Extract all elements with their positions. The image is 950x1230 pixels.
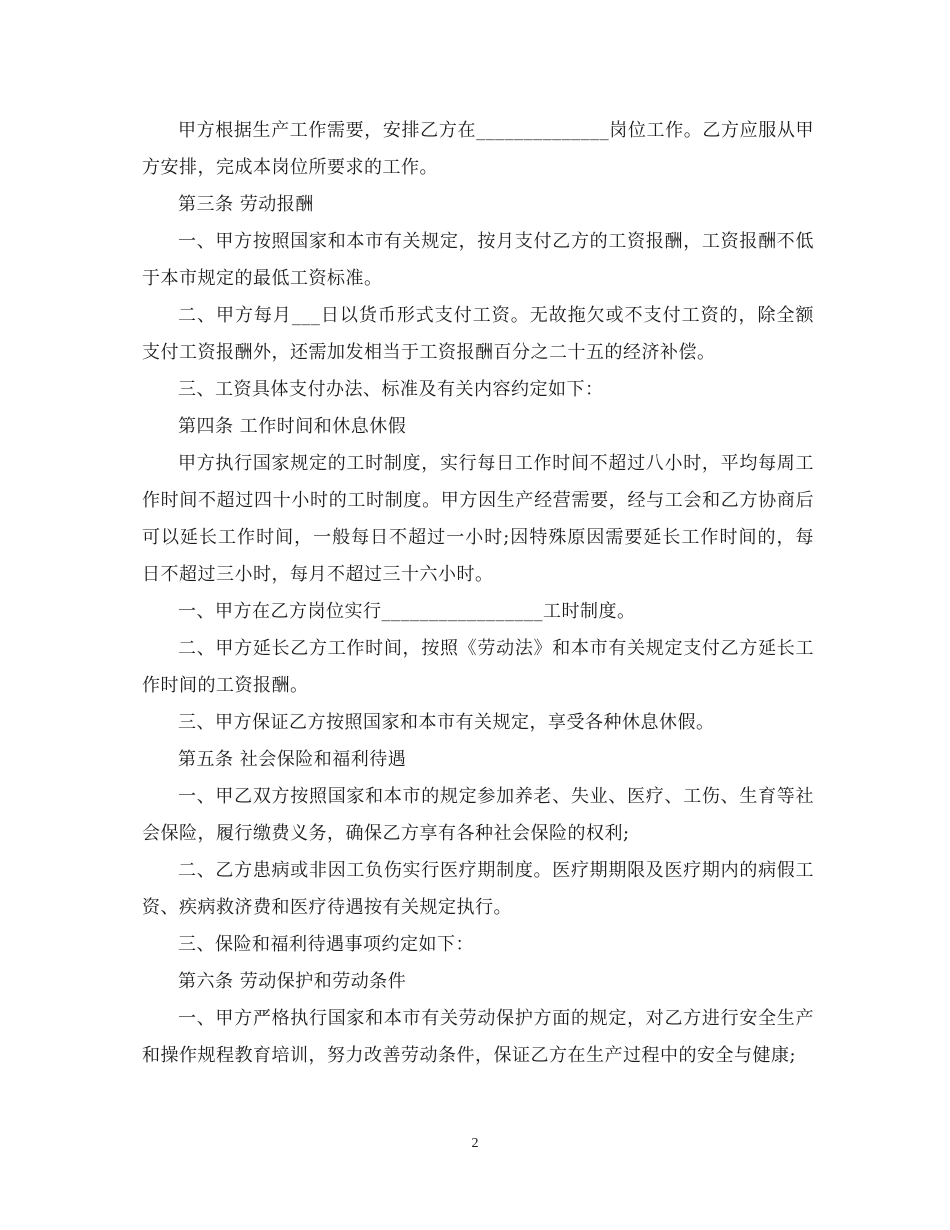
document-body (142, 112, 814, 1074)
paragraph: 甲方执行国家规定的工时制度，实行每日工作时间不超过八小时，平均每周工作时间不超过四十小时的工时制度。甲方因生产经营需要，经与工会和乙方协商后可以延长工作时间，一般每日不超过一小时;因特殊原因需要延长工作时间的，每日不超过三小时，每月不超过三十六小时。 (142, 453, 814, 585)
paragraph-job-assignment: 甲方根据生产工作需要，安排乙方在______________岗位工作。乙方应服从甲方安排，完成本岗位所要求的工作。 (142, 120, 814, 178)
paragraph: 二、甲方延长乙方工作时间，按照《劳动法》和本市有关规定支付乙方延长工作时间的工资报酬。 (142, 638, 814, 696)
heading-article-3: 第三条 劳动报酬 (178, 194, 314, 215)
paragraph: 一、甲乙双方按照国家和本市的规定参加养老、失业、医疗、工伤、生育等社会保险，履行缴费义务，确保乙方享有各种社会保险的权利; (142, 786, 814, 844)
page-number: 2 (471, 1136, 479, 1151)
paragraph: 三、工资具体支付办法、标准及有关内容约定如下： (178, 379, 604, 400)
paragraph: 一、甲方按照国家和本市有关规定，按月支付乙方的工资报酬，工资报酬不低于本市规定的最低工资标准。 (142, 231, 814, 289)
paragraph: 二、乙方患病或非因工负伤实行医疗期制度。医疗期期限及医疗期内的病假工资、疾病救济费和医疗待遇按有关规定执行。 (142, 860, 814, 918)
paragraph: 三、甲方保证乙方按照国家和本市有关规定，享受各种休息休假。 (178, 712, 715, 733)
paragraph: 一、甲方严格执行国家和本市有关劳动保护方面的规定，对乙方进行安全生产和操作规程教育培训，努力改善劳动条件，保证乙方在生产过程中的安全与健康; (142, 1008, 814, 1066)
heading-article-4: 第四条 工作时间和休息休假 (178, 416, 407, 437)
heading-article-6: 第六条 劳动保护和劳动条件 (178, 971, 407, 992)
paragraph: 一、甲方在乙方岗位实行_________________工时制度。 (178, 601, 636, 622)
heading-article-5: 第五条 社会保险和福利待遇 (178, 749, 407, 770)
paragraph: 三、保险和福利待遇事项约定如下： (178, 934, 474, 955)
paragraph: 二、甲方每月___日以货币形式支付工资。无故拖欠或不支付工资的，除全额支付工资报酬外，还需加发相当于工资报酬百分之二十五的经济补偿。 (142, 305, 814, 363)
